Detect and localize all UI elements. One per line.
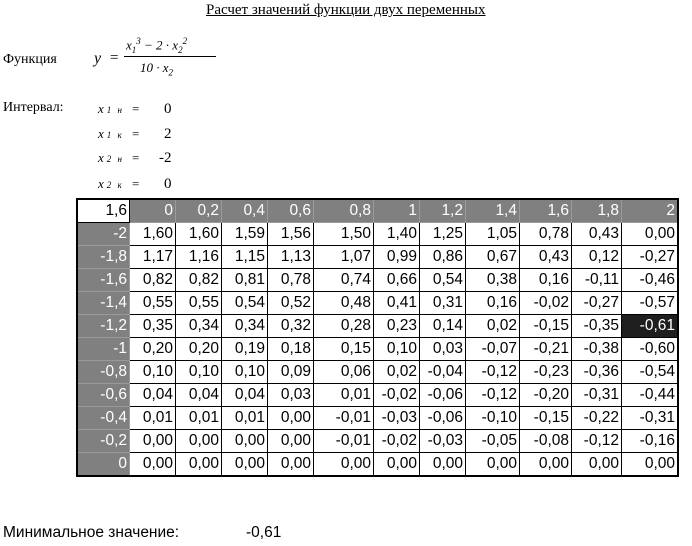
value-cell[interactable]: 0,00 (622, 223, 679, 246)
value-cell[interactable]: 0,67 (466, 246, 520, 269)
value-cell[interactable]: 1,60 (130, 223, 176, 246)
interval-param-2 (98, 150, 172, 166)
value-cell[interactable]: 0,04 (222, 384, 268, 407)
value-cell[interactable]: 0,78 (520, 223, 572, 246)
value-cell[interactable]: -0,10 (466, 407, 520, 430)
column-header[interactable]: 1 (374, 199, 420, 223)
column-header[interactable]: 1,4 (466, 199, 520, 223)
row-header[interactable]: -0,8 (77, 361, 130, 384)
row-header[interactable]: -0,6 (77, 384, 130, 407)
value-cell[interactable]: -0,27 (572, 292, 622, 315)
column-header[interactable]: 0 (130, 199, 176, 223)
value-cell[interactable]: 0,00 (374, 453, 420, 477)
value-cell[interactable]: 0,15 (314, 338, 374, 361)
value-cell[interactable]: -0,01 (314, 430, 374, 453)
value-cell[interactable]: -0,15 (520, 407, 572, 430)
interval-label: Интервал: (3, 100, 64, 115)
value-cell[interactable]: 0,00 (420, 453, 466, 477)
value-cell[interactable]: 0,23 (374, 315, 420, 338)
value-cell[interactable]: 0,86 (420, 246, 466, 269)
formula-lhs: y (94, 50, 102, 67)
value-cell[interactable]: 0,01 (130, 407, 176, 430)
row-header[interactable]: -2 (77, 223, 130, 246)
table-row (77, 453, 678, 477)
value-cell[interactable]: 0,01 (222, 407, 268, 430)
value-cell[interactable]: 0,66 (374, 269, 420, 292)
value-cell[interactable]: 0,00 (130, 430, 176, 453)
param-name: x (98, 126, 104, 141)
value-cell[interactable]: -0,12 (466, 384, 520, 407)
value-cell[interactable]: -0,38 (572, 338, 622, 361)
formula-equals: = (110, 50, 119, 66)
value-cell[interactable]: 0,35 (130, 315, 176, 338)
param-value[interactable]: -2 (159, 150, 172, 166)
value-cell[interactable]: 1,59 (222, 223, 268, 246)
value-cell[interactable]: 0,14 (420, 315, 466, 338)
value-cell[interactable]: 0,18 (268, 338, 314, 361)
value-cell[interactable]: -0,31 (572, 384, 622, 407)
value-cell[interactable]: 0,10 (176, 361, 222, 384)
value-cell[interactable]: 0,00 (268, 453, 314, 477)
value-cell[interactable]: 0,02 (466, 315, 520, 338)
param-equals: = (132, 101, 140, 116)
value-cell[interactable]: 0,52 (268, 292, 314, 315)
value-cell[interactable]: 1,16 (176, 246, 222, 269)
value-cell[interactable]: 0,00 (222, 430, 268, 453)
value-cell[interactable]: 0,03 (268, 384, 314, 407)
value-cell[interactable]: 1,13 (268, 246, 314, 269)
value-cell[interactable]: -0,12 (572, 430, 622, 453)
row-header[interactable]: -1,6 (77, 269, 130, 292)
formula-fraction-bar (124, 56, 216, 57)
value-cell[interactable]: 1,07 (314, 246, 374, 269)
value-cell[interactable]: 0,41 (374, 292, 420, 315)
min-value-label: Минимальное значение: (3, 524, 180, 541)
value-cell[interactable]: 0,00 (268, 407, 314, 430)
column-header[interactable]: 1,8 (572, 199, 622, 223)
value-cell[interactable]: 0,55 (130, 292, 176, 315)
value-cell[interactable]: -0,36 (572, 361, 622, 384)
row-header[interactable]: -1 (77, 338, 130, 361)
value-cell[interactable]: -0,05 (466, 430, 520, 453)
value-cell[interactable]: 0,04 (176, 384, 222, 407)
value-cell[interactable]: 0,34 (222, 315, 268, 338)
param-subscript: 1 н (106, 105, 124, 115)
param-subscript: 2 н (106, 154, 124, 164)
value-cell[interactable]: -0,23 (520, 361, 572, 384)
value-cell[interactable]: -0,20 (520, 384, 572, 407)
column-header[interactable]: 0,6 (268, 199, 314, 223)
row-header[interactable]: -1,8 (77, 246, 130, 269)
row-header[interactable]: -0,4 (77, 407, 130, 430)
values-table (76, 198, 679, 477)
value-cell[interactable]: 0,54 (420, 269, 466, 292)
value-cell[interactable]: 0,20 (176, 338, 222, 361)
value-cell[interactable]: 0,01 (176, 407, 222, 430)
value-cell[interactable]: 0,00 (176, 430, 222, 453)
value-cell[interactable]: 1,56 (268, 223, 314, 246)
value-cell[interactable]: 0,00 (466, 453, 520, 477)
value-cell[interactable]: 0,43 (520, 246, 572, 269)
value-cell[interactable]: -0,16 (622, 430, 679, 453)
param-name: x (98, 101, 104, 116)
column-header[interactable]: 1,6 (520, 199, 572, 223)
param-value[interactable]: 0 (164, 101, 172, 117)
value-cell[interactable]: -0,57 (622, 292, 679, 315)
value-cell[interactable]: 0,00 (222, 453, 268, 477)
table-row (77, 315, 678, 338)
value-cell[interactable]: 0,34 (176, 315, 222, 338)
value-cell[interactable]: 0,81 (222, 269, 268, 292)
value-cell[interactable]: 0,00 (622, 453, 679, 477)
value-cell[interactable]: 1,60 (176, 223, 222, 246)
value-cell[interactable]: 0,74 (314, 269, 374, 292)
param-name: x (98, 176, 104, 191)
formula-denominator: $10 \cdot x_2$ (140, 60, 174, 78)
value-cell[interactable]: 0,32 (268, 315, 314, 338)
table-row (77, 384, 678, 407)
value-cell[interactable]: -0,15 (520, 315, 572, 338)
value-cell[interactable]: 0,82 (176, 269, 222, 292)
value-cell[interactable]: 0,00 (572, 453, 622, 477)
column-header[interactable]: 0,2 (176, 199, 222, 223)
value-cell[interactable]: 0,54 (222, 292, 268, 315)
table-row (77, 269, 678, 292)
table-row (77, 361, 678, 384)
value-cell[interactable]: -0,46 (622, 269, 679, 292)
table-row (77, 246, 678, 269)
value-cell[interactable]: -0,08 (520, 430, 572, 453)
row-header[interactable]: 0 (77, 453, 130, 477)
formula-numerator: $x_1^3 - 2 \cdot x_2^2$ (126, 36, 188, 55)
value-cell[interactable]: 0,00 (130, 453, 176, 477)
param-equals: = (132, 150, 140, 165)
value-cell[interactable]: 0,48 (314, 292, 374, 315)
value-cell[interactable]: 0,99 (374, 246, 420, 269)
column-header[interactable]: 0,8 (314, 199, 374, 223)
column-header[interactable]: 0,4 (222, 199, 268, 223)
row-header[interactable]: -1,2 (77, 315, 130, 338)
value-cell[interactable]: 0,19 (222, 338, 268, 361)
corner-cell[interactable]: 1,6 (77, 199, 130, 223)
value-cell[interactable]: 0,01 (314, 384, 374, 407)
value-cell[interactable]: 0,02 (374, 361, 420, 384)
value-cell[interactable]: 0,03 (420, 338, 466, 361)
min-value[interactable]: -0,61 (246, 524, 282, 541)
page-title: Расчет значений функции двух переменных (206, 2, 486, 18)
value-cell[interactable]: 0,55 (176, 292, 222, 315)
param-equals: = (132, 176, 140, 191)
row-header[interactable]: -0,2 (77, 430, 130, 453)
value-cell[interactable]: 0,00 (520, 453, 572, 477)
value-cell[interactable]: 0,28 (314, 315, 374, 338)
table-row (77, 430, 678, 453)
interval-param-0 (98, 101, 172, 117)
param-subscript: 2 к (106, 180, 124, 190)
column-header[interactable]: 1,2 (420, 199, 466, 223)
value-cell[interactable]: -0,07 (466, 338, 520, 361)
value-cell[interactable]: -0,06 (420, 407, 466, 430)
column-header[interactable]: 2 (622, 199, 679, 223)
value-cell[interactable]: 0,00 (268, 430, 314, 453)
value-cell[interactable]: -0,02 (374, 384, 420, 407)
function-label: Функция (3, 52, 57, 67)
value-cell[interactable]: 1,40 (374, 223, 420, 246)
value-cell[interactable]: -0,06 (420, 384, 466, 407)
value-cell[interactable]: 0,20 (130, 338, 176, 361)
value-cell[interactable]: 0,06 (314, 361, 374, 384)
value-cell[interactable]: -0,11 (572, 269, 622, 292)
value-cell[interactable]: 0,10 (374, 338, 420, 361)
value-cell[interactable]: -0,27 (622, 246, 679, 269)
value-cell[interactable]: 1,05 (466, 223, 520, 246)
value-cell[interactable]: 0,16 (466, 292, 520, 315)
table-header-row (77, 199, 678, 223)
table-row (77, 338, 678, 361)
param-value[interactable]: 0 (164, 176, 172, 192)
value-cell[interactable]: 0,04 (130, 384, 176, 407)
value-cell[interactable]: 0,10 (130, 361, 176, 384)
value-cell[interactable]: 0,12 (572, 246, 622, 269)
table-row (77, 292, 678, 315)
interval-param-1 (98, 126, 172, 142)
value-cell[interactable]: -0,22 (572, 407, 622, 430)
value-cell[interactable]: -0,35 (572, 315, 622, 338)
value-cell[interactable]: -0,03 (374, 407, 420, 430)
interval-param-3 (98, 176, 172, 192)
table-row (77, 407, 678, 430)
value-cell[interactable]: 0,78 (268, 269, 314, 292)
param-equals: = (132, 126, 140, 141)
value-cell[interactable]: 0,09 (268, 361, 314, 384)
value-cell[interactable]: 0,10 (222, 361, 268, 384)
value-cell[interactable]: -0,02 (374, 430, 420, 453)
value-cell[interactable]: -0,12 (466, 361, 520, 384)
value-cell[interactable]: 1,15 (222, 246, 268, 269)
value-cell[interactable]: 0,16 (520, 269, 572, 292)
value-cell[interactable]: -0,04 (420, 361, 466, 384)
param-name: x (98, 150, 104, 165)
value-cell[interactable]: -0,31 (622, 407, 679, 430)
value-cell[interactable]: 0,00 (314, 453, 374, 477)
value-cell[interactable]: 0,38 (466, 269, 520, 292)
value-cell[interactable]: 0,31 (420, 292, 466, 315)
value-cell[interactable]: -0,54 (622, 361, 679, 384)
value-cell[interactable]: 0,82 (130, 269, 176, 292)
value-cell[interactable]: -0,03 (420, 430, 466, 453)
value-cell[interactable]: 0,00 (176, 453, 222, 477)
value-cell[interactable]: -0,21 (520, 338, 572, 361)
table-row (77, 223, 678, 246)
value-cell[interactable]: 1,17 (130, 246, 176, 269)
min-value-cell[interactable]: -0,61 (622, 315, 679, 338)
param-value[interactable]: 2 (164, 126, 172, 142)
value-cell[interactable]: -0,01 (314, 407, 374, 430)
param-subscript: 1 к (106, 130, 124, 140)
value-cell[interactable]: -0,60 (622, 338, 679, 361)
value-cell[interactable]: 1,25 (420, 223, 466, 246)
value-cell[interactable]: 0,43 (572, 223, 622, 246)
value-cell[interactable]: -0,44 (622, 384, 679, 407)
row-header[interactable]: -1,4 (77, 292, 130, 315)
value-cell[interactable]: 1,50 (314, 223, 374, 246)
value-cell[interactable]: -0,02 (520, 292, 572, 315)
